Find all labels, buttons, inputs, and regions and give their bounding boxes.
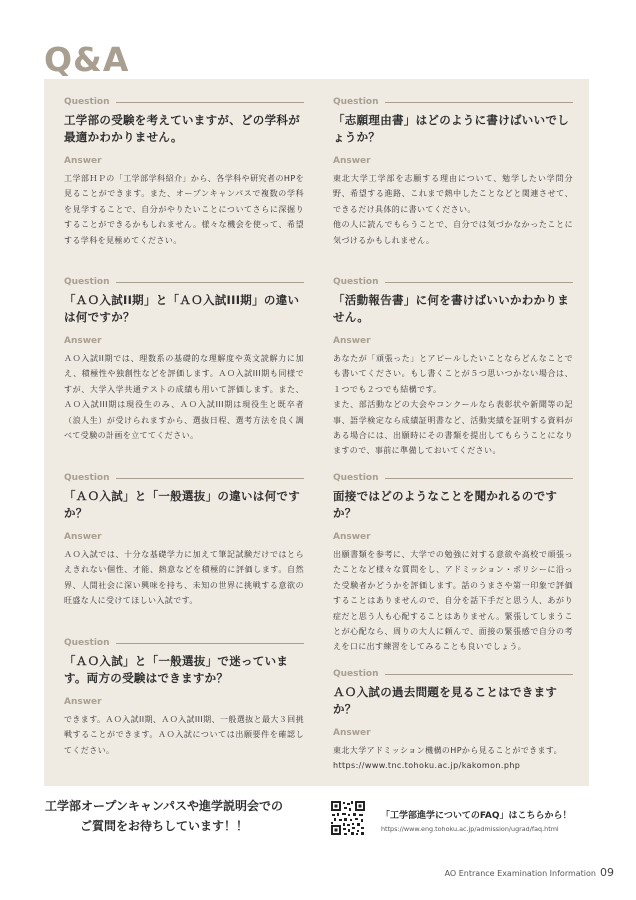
invitation-line: ご質問をお待ちしています！！	[79, 819, 248, 833]
question-text: 「ＡＯ入試」と「一般選抜」で迷っています。両方の受験はできますか？	[64, 654, 289, 685]
question-header	[333, 669, 573, 679]
answer-text: 工学部ＨＰの「工学部学科紹介」から、各学科や研究者のHPを見ることができます。また、オープンキャンパスで複数の学科を見学することで、自分がやりたいことについてさらに深掘りすることができるかもしれません。様々な機会を使って、希望する学科を見極めてください。	[64, 174, 304, 245]
answer-label: Answer	[333, 532, 371, 542]
qa-item	[333, 277, 573, 459]
question-text: 「志願理由書」はどのように書けばいいでしょうか？	[333, 113, 569, 144]
qa-item	[64, 277, 304, 443]
answer-label: Answer	[333, 728, 371, 738]
answer-label: Answer	[64, 697, 102, 707]
qa-item	[333, 669, 573, 774]
question-label: Question	[333, 473, 379, 483]
question-header	[64, 638, 304, 648]
faq-url-link[interactable]: https://www.eng.tohoku.ac.jp/admission/ugrad/faq.html	[381, 825, 559, 833]
divider	[385, 478, 574, 479]
faq-link-block	[381, 808, 591, 833]
answer-label: Answer	[333, 336, 371, 346]
divider	[116, 478, 305, 479]
question-label: Question	[333, 277, 379, 287]
divider	[116, 643, 305, 644]
question-text: 工学部の受験を考えていますが、どの学科が最適かわかりません。	[64, 113, 300, 144]
answer-text: ＡＯ入試II期では、理数系の基礎的な理解度や英文読解力に加え、積極性や独創性などを評価します。ＡＯ入試III期も同様ですが、大学入学共通テストの成績も用いて評価します。また、ＡＯ入試III期は現役生のみ、ＡＯ入試III期は現役生と既卒者（浪人生）が受けられますから、選抜日程、選考方法を良く調べて受験の計画を立ててください。	[64, 354, 304, 441]
question-text: 「ＡＯ入試II期」と「ＡＯ入試III期」の違いは何ですか？	[64, 293, 300, 324]
question-header	[333, 473, 573, 483]
answer-text: 東北大学アドミッション機構のHPから見ることができます。 https://www.tnc.tohoku.ac.jp/kakomon.php	[333, 746, 563, 771]
question-header	[64, 97, 304, 107]
qa-panel	[44, 79, 589, 786]
answer-label: Answer	[333, 156, 371, 166]
open-campus-invitation	[44, 796, 284, 836]
answer-label: Answer	[64, 336, 102, 346]
qa-item	[64, 638, 304, 758]
invitation-line: 工学部オープンキャンパスや進学説明会での	[44, 799, 284, 813]
question-header	[333, 277, 573, 287]
question-header	[64, 473, 304, 483]
question-label: Question	[333, 669, 379, 679]
answer-text: 出願書類を参考に、大学での勉強に対する意欲や高校で頑張ったことなど様々な質問をし、アドミッション・ポリシーに沿った受験者かどうかを評価します。話のうまさや第一印象で評価することはありませんので、自分を話下手だと思う人、あがり症だと思う人も心配することはありません。緊張してしまうことが心配なら、周りの大人に頼んで、面接の緊張感で自分の考えを口に出す練習をしてみることも良いでしょう。	[333, 550, 573, 652]
question-header	[333, 97, 573, 107]
question-text: ＡＯ入試の過去問題を見ることはできますか？	[333, 685, 558, 716]
page-title: Q&A	[44, 40, 130, 79]
qa-item	[64, 97, 304, 248]
question-text: 「ＡＯ入試」と「一般選抜」の違いは何ですか？	[64, 489, 300, 520]
divider	[385, 102, 574, 103]
answer-text: 東北大学工学部を志願する理由について、勉学したい学問分野、希望する進路、これまで熱中したことなどと関連させて、できるだけ具体的に書いてください。 他の人に読んでもらうことで、自分では気づかなかったことに気づけるかもしれません。	[333, 174, 573, 245]
question-text: 面接ではどのようなことを聞かれるのですか？	[333, 489, 558, 520]
question-label: Question	[64, 277, 110, 287]
qa-item	[64, 473, 304, 609]
question-label: Question	[64, 638, 110, 648]
divider	[385, 674, 574, 675]
question-label: Question	[64, 473, 110, 483]
divider	[116, 282, 305, 283]
divider	[385, 282, 574, 283]
qr-code-icon[interactable]	[330, 800, 366, 836]
page-number: 09	[600, 866, 614, 879]
answer-label: Answer	[64, 532, 102, 542]
qa-item	[333, 97, 573, 248]
answer-label: Answer	[64, 156, 102, 166]
divider	[116, 102, 305, 103]
qa-item	[333, 473, 573, 655]
question-header	[64, 277, 304, 287]
question-label: Question	[64, 97, 110, 107]
faq-title: 「工学部進学についてのFAQ」はこちらから！	[381, 811, 572, 821]
question-label: Question	[333, 97, 379, 107]
answer-text: できます。ＡＯ入試II期、ＡＯ入試III期、一般選抜と最大３回挑戦することができます。ＡＯ入試については出願要件を確認してください。	[64, 715, 304, 755]
page-footer	[445, 866, 614, 879]
answer-text: ＡＯ入試では、十分な基礎学力に加えて筆記試験だけではとらえきれない個性、才能、熱意などを積極的に評価します。自然界、人間社会に深い興味を持ち、未知の世界に挑戦する意欲の旺盛な人に受けてほしい入試です。	[64, 550, 304, 606]
answer-text: あなたが「頑張った」とアピールしたいことならどんなことでも書いてください。もし書くことが５つ思いつかない場合は、１つでも２つでも結構です。 また、部活動などの大会やコンクールなら表彰状や新聞等の記事、語学検定なら成績証明書など、活動実績を証明する資料がある場合には、出願時にその書類を提出してもらうことになりますので、事前に準備しておいてください。	[333, 354, 573, 456]
footer-label: AO Entrance Examination Information	[444, 869, 596, 878]
question-text: 「活動報告書」に何を書けばいいかわかりません。	[333, 293, 569, 324]
